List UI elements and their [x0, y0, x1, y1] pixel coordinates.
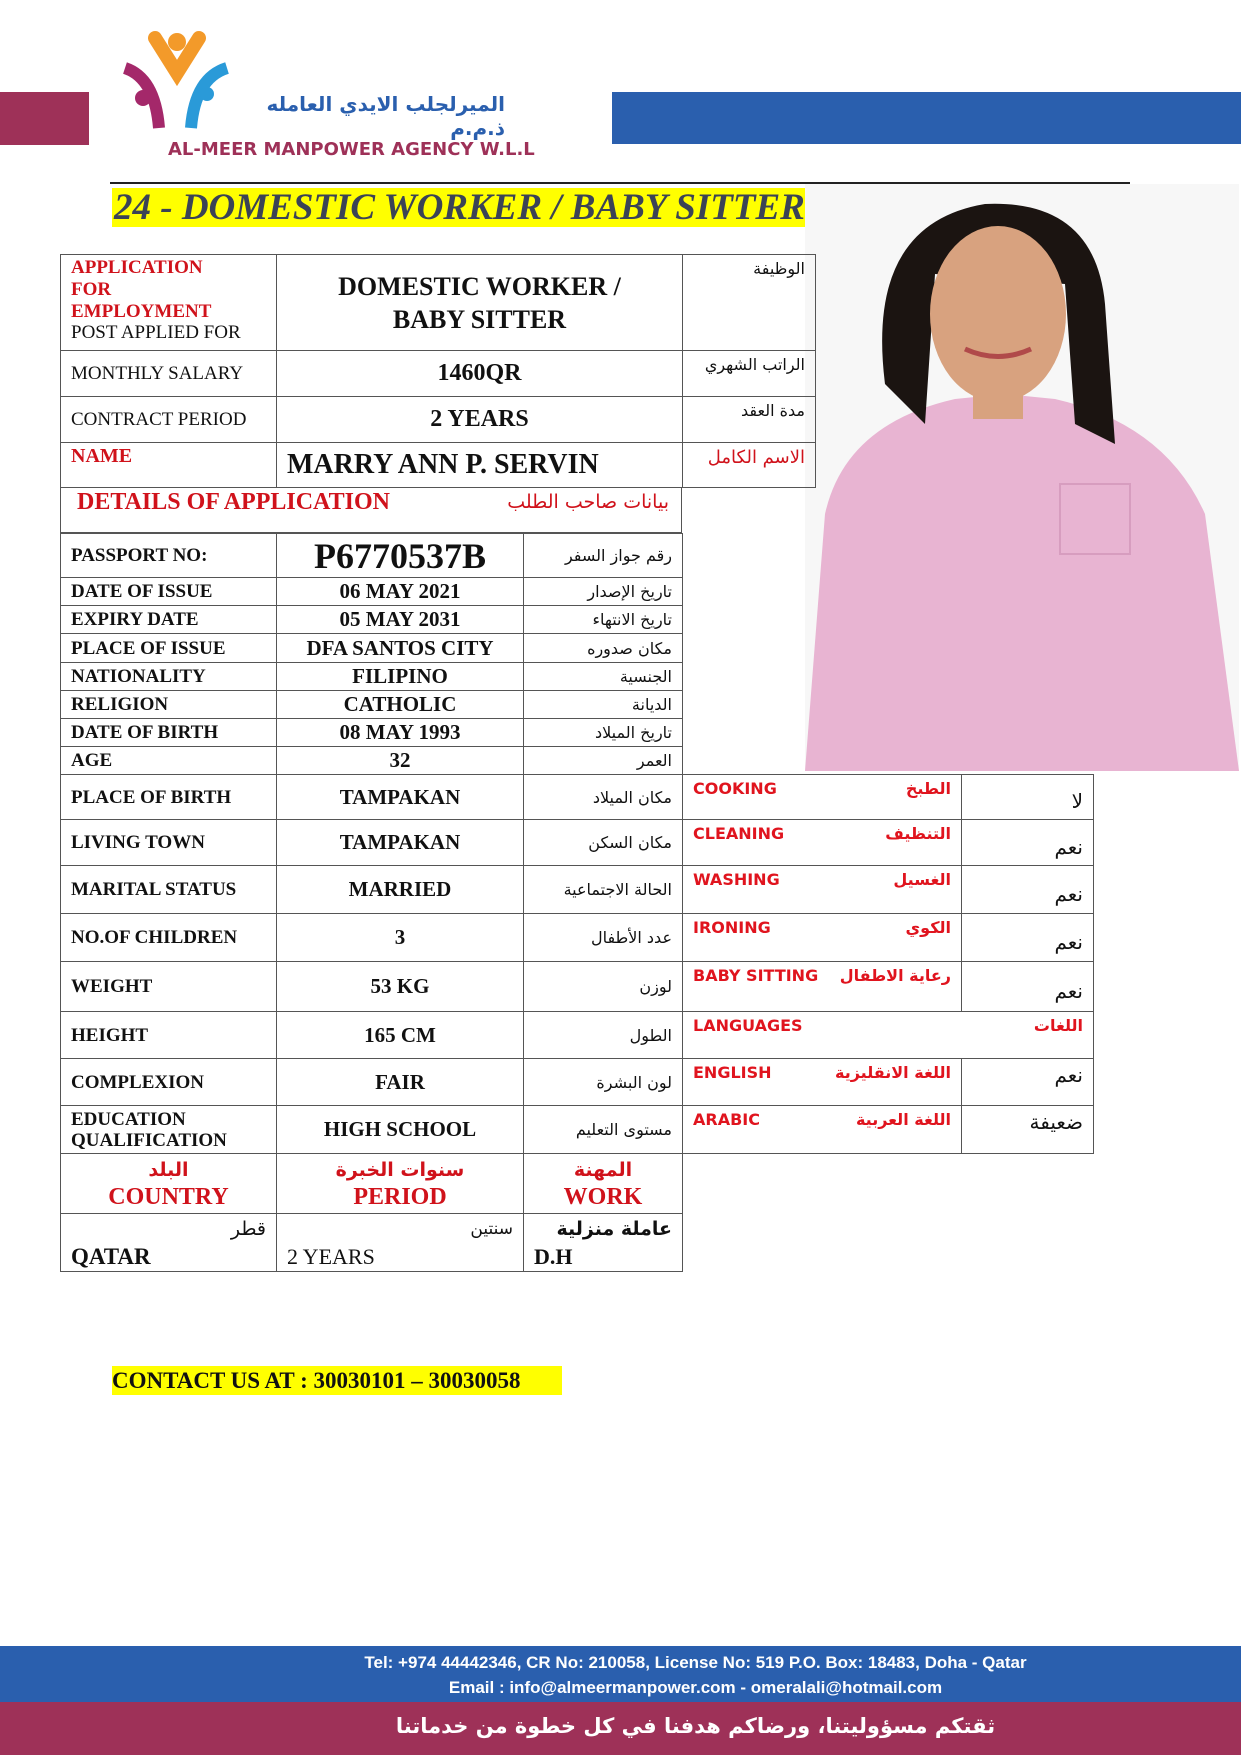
field-value: 08 MAY 1993: [277, 719, 524, 747]
field-value: MARRIED: [277, 866, 524, 914]
field-label-ar: مكان السكن: [524, 820, 683, 866]
experience-row: [61, 1214, 683, 1272]
table-row: [61, 691, 683, 719]
language-level: ضعيفة: [962, 1106, 1094, 1154]
post-row: [61, 255, 816, 351]
field-value: TAMPAKAN: [277, 820, 524, 866]
logo-arabic-name: الميرلجلب الايدي العامله ذ.م.م: [266, 92, 505, 140]
field-label: PLACE OF ISSUE: [61, 634, 277, 663]
skill-row: [683, 914, 1094, 962]
table-row: [61, 1012, 683, 1059]
details-label-ar: بيانات صاحب الطلب: [507, 491, 669, 513]
work-value: D.H: [534, 1243, 573, 1269]
salary-label: MONTHLY SALARY: [61, 351, 277, 397]
field-label: NATIONALITY: [61, 663, 277, 691]
field-label: WEIGHT: [61, 962, 277, 1012]
field-label-ar: العمر: [524, 747, 683, 775]
post-label-ar: الوظيفة: [683, 255, 816, 351]
field-value: 3: [277, 914, 524, 962]
field-label-ar: تاريخ الإصدار: [524, 578, 683, 606]
field-label-ar: لوزن: [524, 962, 683, 1012]
skill-row: [683, 962, 1094, 1012]
table-row: [61, 578, 683, 606]
field-label-ar: الحالة الاجتماعية: [524, 866, 683, 914]
field-value: DFA SANTOS CITY: [277, 634, 524, 663]
field-label-ar: رقم جواز السفر: [524, 534, 683, 578]
footer-contact-bar: [0, 1646, 1241, 1702]
skill-name: CLEANING: [693, 824, 785, 843]
contract-value: 2 YEARS: [277, 397, 683, 443]
name-label-ar: الاسم الكامل: [683, 443, 816, 488]
skill-answer: نعم: [962, 820, 1094, 866]
details-label: DETAILS OF APPLICATION: [77, 489, 390, 515]
skill-name: BABY SITTING: [693, 966, 819, 985]
skill-name: COOKING: [693, 779, 777, 798]
field-label-ar: الطول: [524, 1012, 683, 1059]
field-label: RELIGION: [61, 691, 277, 719]
footer-slogan-bar: [0, 1702, 1241, 1755]
skill-name: IRONING: [693, 918, 771, 937]
table-row: [61, 775, 683, 820]
field-label: EXPIRY DATE: [61, 606, 277, 634]
field-value: CATHOLIC: [277, 691, 524, 719]
language-name: ENGLISH: [693, 1063, 772, 1082]
skill-name-ar: الطبخ: [905, 779, 951, 798]
language-level: نعم: [962, 1059, 1094, 1106]
table-row: [61, 1059, 683, 1106]
field-label: PLACE OF BIRTH: [61, 775, 277, 820]
field-value: 32: [277, 747, 524, 775]
details-heading: [60, 487, 682, 533]
salary-value: 1460QR: [277, 351, 683, 397]
skill-name-ar: التنظيف: [885, 824, 951, 843]
logo-english-name: AL-MEER MANPOWER AGENCY W.L.L: [168, 139, 535, 160]
field-label: AGE: [61, 747, 277, 775]
field-label-ar: مكان صدوره: [524, 634, 683, 663]
field-label: DATE OF ISSUE: [61, 578, 277, 606]
period-ar: سنتين: [470, 1218, 513, 1239]
post-value: DOMESTIC WORKER / BABY SITTER: [277, 255, 683, 351]
period-header-ar: سنوات الخبرة: [335, 1158, 465, 1181]
table-row: [61, 820, 683, 866]
footer-line1: Tel: +974 44442346, CR No: 210058, License No: 519 P.O. Box: 18483, Doha - Qatar: [364, 1653, 1027, 1672]
country-ar: قطر: [230, 1217, 266, 1240]
skill-row: [683, 775, 1094, 820]
languages-label: LANGUAGES: [693, 1016, 803, 1035]
contact-line: CONTACT US AT : 30030101 – 30030058: [112, 1366, 562, 1395]
country-value: QATAR: [71, 1243, 151, 1269]
footer-line2: Email : info@almeermanpower.com - omeralali@hotmail.com: [448, 1678, 943, 1697]
skill-answer: نعم: [962, 866, 1094, 914]
field-label: EDUCATION QUALIFICATION: [61, 1106, 277, 1154]
table-row: [61, 634, 683, 663]
field-value: HIGH SCHOOL: [277, 1106, 524, 1154]
field-label-ar: الديانة: [524, 691, 683, 719]
language-name-ar: اللغة الانقليزية: [835, 1063, 951, 1082]
field-label: LIVING TOWN: [61, 820, 277, 866]
table-row: [61, 606, 683, 634]
table-row: [61, 719, 683, 747]
language-row: [683, 1106, 1094, 1154]
table-row: [61, 534, 683, 578]
work-ar: عاملة منزلية: [556, 1217, 672, 1240]
table-row: [61, 866, 683, 914]
field-label: NO.OF CHILDREN: [61, 914, 277, 962]
language-name-ar: اللغة العربية: [855, 1110, 951, 1129]
field-value: P6770537B: [277, 534, 524, 578]
header-blue-bar: [612, 92, 1241, 144]
work-header: WORK: [563, 1183, 643, 1210]
language-name: ARABIC: [693, 1110, 760, 1129]
table-row: [61, 914, 683, 962]
work-header-ar: المهنة: [573, 1158, 633, 1181]
table-row: [61, 747, 683, 775]
table-row: [61, 962, 683, 1012]
field-label: MARITAL STATUS: [61, 866, 277, 914]
languages-label-ar: اللغات: [1033, 1016, 1083, 1035]
field-value: FILIPINO: [277, 663, 524, 691]
period-header: PERIOD: [353, 1183, 447, 1210]
contract-label-ar: مدة العقد: [683, 397, 816, 443]
experience-table: [60, 1153, 683, 1272]
field-value: 05 MAY 2031: [277, 606, 524, 634]
skill-row: [683, 866, 1094, 914]
field-value: 53 KG: [277, 962, 524, 1012]
field-label: COMPLEXION: [61, 1059, 277, 1106]
languages-header-row: [683, 1012, 1094, 1059]
skill-answer: لا: [962, 775, 1094, 820]
skill-name-ar: الكوي: [905, 918, 951, 937]
name-label: NAME: [61, 443, 277, 488]
country-header-ar: البلد: [148, 1158, 189, 1181]
application-label: APPLICATION FOR EMPLOYMENT: [71, 257, 212, 322]
name-value: MARRY ANN P. SERVIN: [277, 443, 683, 488]
language-row: [683, 1059, 1094, 1106]
skills-table: [682, 774, 1094, 1154]
field-label: HEIGHT: [61, 1012, 277, 1059]
contract-label: CONTRACT PERIOD: [61, 397, 277, 443]
page-title: 24 - DOMESTIC WORKER / BABY SITTER: [112, 188, 814, 227]
field-label-ar: تاريخ الانتهاء: [524, 606, 683, 634]
footer-slogan: ثقتكم مسؤوليتنا، ورضاكم هدفنا في كل خطوة من خدماتنا: [395, 1714, 996, 1738]
field-label-ar: تاريخ الميلاد: [524, 719, 683, 747]
salary-label-ar: الراتب الشهري: [683, 351, 816, 397]
field-label-ar: مكان الميلاد: [524, 775, 683, 820]
applicant-details-table: [60, 533, 683, 1154]
header-maroon-block: [0, 92, 89, 145]
field-value: 06 MAY 2021: [277, 578, 524, 606]
field-label: DATE OF BIRTH: [61, 719, 277, 747]
field-value: 165 CM: [277, 1012, 524, 1059]
post-label: POST APPLIED FOR: [71, 322, 241, 343]
skill-row: [683, 820, 1094, 866]
field-label-ar: مستوى التعليم: [524, 1106, 683, 1154]
country-header: COUNTRY: [108, 1183, 229, 1210]
field-value: TAMPAKAN: [277, 775, 524, 820]
skill-answer: نعم: [962, 962, 1094, 1012]
field-label-ar: لون البشرة: [524, 1059, 683, 1106]
skill-answer: نعم: [962, 914, 1094, 962]
table-row: [61, 1106, 683, 1154]
application-summary-table: [60, 254, 816, 488]
table-row: [61, 663, 683, 691]
field-value: FAIR: [277, 1059, 524, 1106]
skill-name-ar: رعاية الاطفال: [839, 966, 951, 985]
applicant-photo: [805, 184, 1239, 771]
experience-header-row: [61, 1154, 683, 1214]
period-value: 2 YEARS: [287, 1243, 375, 1269]
skill-name: WASHING: [693, 870, 780, 889]
field-label: PASSPORT NO:: [61, 534, 277, 578]
field-label-ar: عدد الأطفال: [524, 914, 683, 962]
field-label-ar: الجنسية: [524, 663, 683, 691]
skill-name-ar: الغسيل: [893, 870, 951, 889]
